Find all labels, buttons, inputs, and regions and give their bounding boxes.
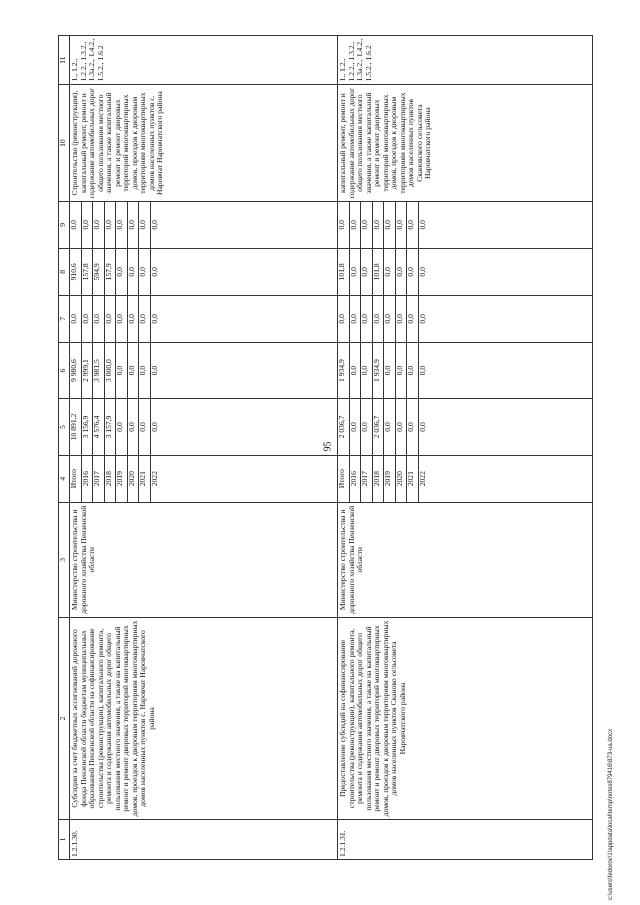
amount-value: 0,0	[361, 202, 373, 248]
amount-value: 0,0	[361, 343, 373, 398]
row-number: 1.2.1.30.	[70, 820, 338, 860]
amount-value: 9 980,6	[70, 343, 82, 398]
amount-value: 0,0	[149, 365, 159, 376]
amount-value: 0,0	[70, 296, 82, 342]
amount-value: 0,0	[361, 296, 373, 342]
amount-value: 0,0	[116, 343, 128, 398]
amount-value: 0,0	[384, 399, 396, 454]
amount-value: 0,0	[396, 249, 408, 295]
amount-value: 0,0	[105, 296, 117, 342]
amount-value: 0,0	[350, 343, 362, 398]
program-activities-table	[58, 35, 593, 860]
executor: Министерство строительства и дорожного хозяйства Пензенской области	[338, 502, 593, 617]
year-value: 2022	[149, 471, 159, 487]
column-header: 3	[59, 502, 70, 617]
year-value: 2021	[139, 456, 151, 502]
amount-value: 0,0	[407, 249, 419, 295]
rotated-table-container	[58, 35, 618, 860]
column-header: 9	[59, 201, 70, 248]
amount-cell	[70, 342, 338, 398]
amount-value: 0,0	[93, 296, 105, 342]
column-numbers-row	[59, 36, 70, 860]
years-cell	[338, 455, 593, 502]
amount-cell	[338, 399, 593, 455]
year-value: 2022	[417, 471, 427, 487]
amount-value: 0,0	[128, 343, 140, 398]
amount-value: 0,0	[384, 343, 396, 398]
year-value: 2016	[350, 456, 362, 502]
amount-value: 0,0	[350, 249, 362, 295]
amount-value: 0,0	[128, 202, 140, 248]
amount-value: 2 036,7	[338, 399, 350, 454]
amount-value: 157,8	[82, 249, 94, 295]
amount-cell	[70, 295, 338, 342]
amount-value: 157,9	[105, 249, 117, 295]
year-value: 2021	[407, 456, 419, 502]
year-value: 2019	[384, 456, 396, 502]
amount-value: 0,0	[93, 202, 105, 248]
amount-value: 0,0	[128, 296, 140, 342]
amount-value: 3 156,9	[82, 399, 94, 454]
amount-value: 0,0	[350, 296, 362, 342]
column-header: 6	[59, 342, 70, 398]
activity-description: Предоставление субсидий на софинансирование строительства (реконструкции), капитального ремонта, ремонта и содержания автомобильных дорог общего пользования местного значения, а также на капитальный ремонт и ремонт дворовых территорий многоквартирных домов, проездов к дворовым территориям многоквартирных домов населенных пунктов Сканово сельсовета Наровчатского района	[338, 617, 593, 819]
amount-value: 594,9	[93, 249, 105, 295]
amount-value: 0,0	[149, 267, 159, 277]
amount-value: 1 934,9	[338, 343, 350, 398]
amount-value: 101,8	[338, 249, 350, 295]
amount-value: 0,0	[417, 365, 427, 376]
amount-cell	[338, 248, 593, 295]
amount-value: 0,0	[139, 343, 151, 398]
executor: Министерство строительства и дорожного хозяйства Пензенской области	[70, 502, 338, 617]
amount-value: 0,0	[384, 296, 396, 342]
amount-value: 0,0	[149, 314, 159, 324]
column-header: 4	[59, 455, 70, 502]
amount-value: 0,0	[116, 399, 128, 454]
column-header: 1	[59, 820, 70, 860]
amount-value: 0,0	[407, 343, 419, 398]
amount-value: 0,0	[70, 202, 82, 248]
amount-value: 0,0	[139, 296, 151, 342]
amount-value: 3 157,9	[105, 399, 117, 454]
amount-value: 0,0	[139, 202, 151, 248]
column-header: 5	[59, 399, 70, 455]
amount-value: 0,0	[417, 314, 427, 324]
amount-value: 0,0	[407, 399, 419, 454]
amount-value: 0,0	[407, 202, 419, 248]
amount-value: 10 891,2	[70, 399, 82, 454]
amount-value: 0,0	[149, 422, 159, 432]
amount-value: 101,8	[373, 249, 385, 295]
amount-value: 0,0	[338, 202, 350, 248]
amount-value: 0,0	[361, 249, 373, 295]
amount-value: 910,6	[70, 249, 82, 295]
amount-value: 2 036,7	[373, 399, 385, 454]
row-number: 1.2.1.31.	[338, 820, 593, 860]
amount-cell	[70, 201, 338, 248]
amount-value: 0,0	[116, 249, 128, 295]
activity-description: Субсидии за счет бюджетных ассигнований дорожного фонда Пензенской области бюджетам муниципальных образований Пензенской области на софинансирование строительства (реконструкции), капитального ремонта, ремонта и содержания автомобильных дорог общего пользования местного значения, а также на капитальный ремонт и ремонт дворовых территорий многоквартирных домов, проездов к дворовым территориям многоквартирных домов населенных пунктов с. Наровчат Наровчатского района	[70, 617, 338, 819]
amount-value: 0,0	[396, 399, 408, 454]
amount-value: 0,0	[116, 296, 128, 342]
amount-value: 0,0	[139, 399, 151, 454]
amount-value: 0,0	[373, 202, 385, 248]
amount-value: 0,0	[417, 220, 427, 230]
amount-value: 0,0	[417, 267, 427, 277]
table-row	[70, 36, 338, 860]
amount-value: 0,0	[350, 202, 362, 248]
expected-result: капитальный ремонт, ремонт и содержание автомобильных дорог общего пользования местного значения, а также капитальный ремонт и ремонт дворовых территорий многоквартирных домов, проездов к дворовым территориям многоквартирных домов населенных пунктов Скановского сельсовета Наровчатского района	[338, 85, 593, 201]
amount-value: 3 981,5	[93, 343, 105, 398]
amount-value: 0,0	[128, 399, 140, 454]
amount-value: 0,0	[361, 399, 373, 454]
amount-value: 0,0	[396, 343, 408, 398]
file-path-footer: c:\users\fedorov\1\appdata\local\temp\notes879416\873-ua.docx	[608, 728, 614, 900]
year-value: 2018	[373, 456, 385, 502]
amount-value: 0,0	[338, 296, 350, 342]
year-value: Итого	[70, 456, 82, 502]
year-value: 2017	[93, 456, 105, 502]
amount-value: 2 999,1	[82, 343, 94, 398]
year-value: Итого	[338, 456, 350, 502]
amount-value: 3 000,0	[105, 343, 117, 398]
column-header: 7	[59, 295, 70, 342]
amount-cell	[70, 248, 338, 295]
amount-value: 0,0	[139, 249, 151, 295]
amount-value: 0,0	[128, 249, 140, 295]
amount-cell	[70, 399, 338, 455]
amount-value: 0,0	[396, 202, 408, 248]
year-value: 2018	[105, 456, 117, 502]
expected-result: Строительство (реконструкция), капитальный ремонт, ремонт и содержание автомобильных дорог общего пользования местного значения, а также капитальный ремонт и ремонт дворовых территорий многоквартирных домов, проездов к дворовым территориям многоквартирных домов населенных пунктов с. Наровчат Наровчатского района	[70, 85, 338, 201]
year-value: 2019	[116, 456, 128, 502]
indicator-links: 1., 1.2., 1.2.2., 1.3.2., 1.3а.2., 1.4.2., 1.5.2., 1.6.2	[70, 36, 338, 85]
year-value: 2016	[82, 456, 94, 502]
year-value: 2017	[361, 456, 373, 502]
amount-value: 0,0	[105, 202, 117, 248]
amount-cell	[338, 201, 593, 248]
amount-value: 0,0	[350, 399, 362, 454]
amount-value: 0,0	[384, 202, 396, 248]
column-header: 2	[59, 617, 70, 819]
amount-value: 0,0	[82, 202, 94, 248]
column-header: 10	[59, 85, 70, 201]
amount-value: 1 934,9	[373, 343, 385, 398]
year-value: 2020	[128, 456, 140, 502]
amount-value: 0,0	[384, 249, 396, 295]
page-number: 95	[322, 441, 334, 452]
table-row	[338, 36, 593, 860]
amount-value: 0,0	[149, 220, 159, 230]
amount-value: 0,0	[116, 202, 128, 248]
amount-value: 0,0	[407, 296, 419, 342]
amount-value: 0,0	[373, 296, 385, 342]
years-cell	[70, 455, 338, 502]
amount-value: 0,0	[417, 422, 427, 432]
amount-cell	[338, 342, 593, 398]
amount-value: 0,0	[396, 296, 408, 342]
column-header: 8	[59, 248, 70, 295]
column-header: 11	[59, 36, 70, 85]
indicator-links: 1., 1.2., 1.2.2., 1.3.2., 1.3а.2., 1.4.2., 1.5.2., 1.6.2	[338, 36, 593, 85]
amount-value: 0,0	[82, 296, 94, 342]
amount-cell	[338, 295, 593, 342]
year-value: 2020	[396, 456, 408, 502]
amount-value: 4 576,4	[93, 399, 105, 454]
